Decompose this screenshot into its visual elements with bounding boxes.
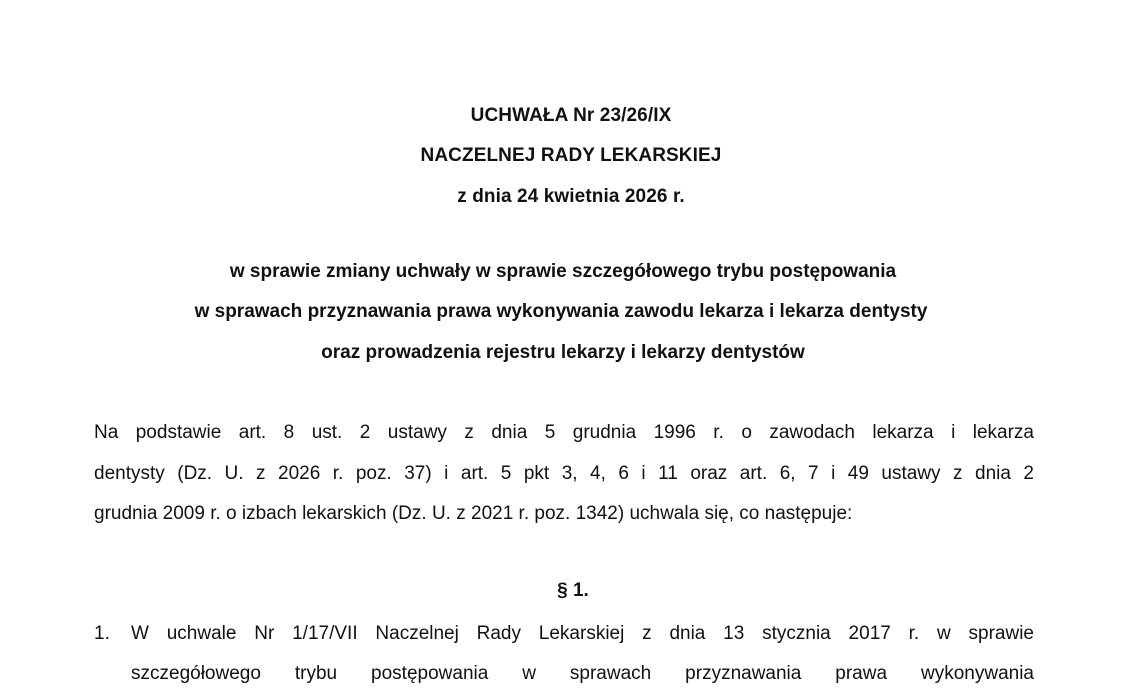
legal-basis-line-3: grudnia 2009 r. o izbach lekarskich (Dz. U. z 2021 r. poz. 1342) uchwala się, co następuje: bbox=[94, 503, 853, 524]
legal-basis-line-2: dentysty (Dz. U. z 2026 r. poz. 37) i art. 5 pkt 3, 4, 6 i 11 oraz art. 6, 7 i 49 ustawy z dnia 2 bbox=[94, 463, 1034, 484]
subject-line-1: w sprawie zmiany uchwały w sprawie szczegółowego trybu postępowania bbox=[229, 261, 897, 282]
resolution-title: UCHWAŁA Nr 23/26/IX bbox=[470, 105, 672, 126]
resolution-date: z dnia 24 kwietnia 2026 r. bbox=[457, 186, 685, 207]
subject-line-3: oraz prowadzenia rejestru lekarzy i lekarzy dentystów bbox=[321, 342, 805, 363]
legal-basis-line-1: Na podstawie art. 8 ust. 2 ustawy z dnia 5 grudnia 1996 r. o zawodach lekarza i lekarza bbox=[94, 422, 1034, 443]
council-name: NACZELNEJ RADY LEKARSKIEJ bbox=[420, 145, 722, 166]
item-text-line-1: W uchwale Nr 1/17/VII Naczelnej Rady Lekarskiej z dnia 13 stycznia 2017 r. w sprawie bbox=[131, 623, 1034, 644]
section-heading: § 1. bbox=[557, 580, 589, 601]
item-number: 1. bbox=[94, 623, 110, 644]
item-text-line-2: szczegółowego trybu postępowania w sprawach przyznawania prawa wykonywania bbox=[131, 663, 1034, 684]
subject-line-2: w sprawach przyznawania prawa wykonywania zawodu lekarza i lekarza dentysty bbox=[194, 301, 928, 322]
